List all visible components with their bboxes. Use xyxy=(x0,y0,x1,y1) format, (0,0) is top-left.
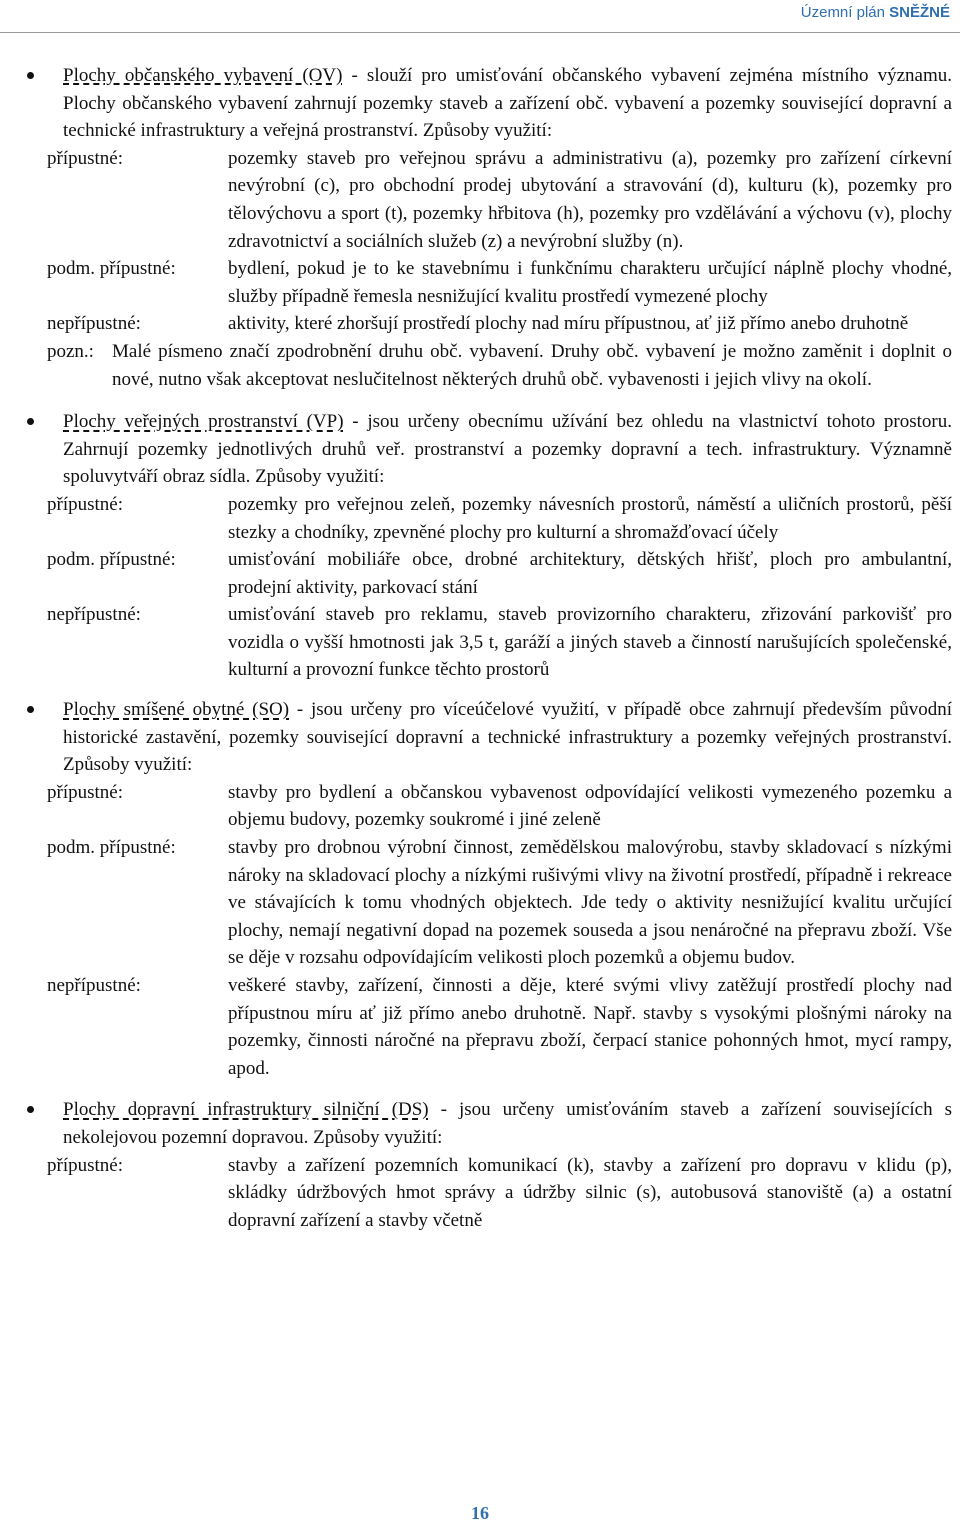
note-row xyxy=(0,338,960,393)
section-so xyxy=(0,696,960,1082)
section-ov xyxy=(0,62,960,393)
usage-text: umisťování staveb pro reklamu, staveb provizorního charakteru, zřizování parkovišť pro vozidla o vyšší hmotnosti jak 3,5 t, garáží a jiných staveb a činností narušujících společenské, kulturní a provozní funkce těchto prostorů xyxy=(228,604,952,681)
usage-text: aktivity, které zhoršují prostředí plochy nad míru přípustnou, ať již přímo anebo druhotně xyxy=(228,313,909,335)
section-intro-text: - jsou určeny obecnímu užívání bez ohledu na vlastnictví tohoto prostoru. Zahrnují pozemky jednotlivých druhů veř. prostranství a pozemky dopravní a tech. infrastruktury. Významně spoluvytváří obraz sídla. Způsoby využití: xyxy=(63,411,953,488)
usage-text: stavby a zařízení pozemních komunikací (k), stavby a zařízení pro dopravu v klidu (p), skládky údržbových hmot správy a údržby silnic (s), autobusová stanoviště (a) a ostatní dopravní zařízení a stavby včetně xyxy=(228,1154,952,1231)
section-heading: Plochy občanského vybavení (OV) xyxy=(63,65,343,86)
usage-row xyxy=(0,1152,960,1235)
usage-text: stavby pro drobnou výrobní činnost, zemědělskou malovýrobu, stavby skladovací s nízkými nároky na skladovací plochy a nízkými rušivými vlivy na životní prostředí, případně i rekreace ve stávajících k tomu vhodných objektech. Jde tedy o aktivity nesnižující kvalitu určující plochy, nemají negativní dopad na pozemek souseda a jsou nenáročné na přepravu zboží. Vše se děje v rozsahu odpovídajícím velikosti ploch pozemků a objemu budov. xyxy=(228,837,952,969)
section-ds xyxy=(0,1096,960,1234)
bullet-icon xyxy=(27,72,34,79)
header-prefix: Územní plán xyxy=(800,4,885,21)
page-number: 16 xyxy=(471,1503,489,1523)
usage-text: stavby pro bydlení a občanskou vybavenost odpovídající velikosti vymezeného pozemku a objemu budovy, pozemky soukromé i jiné zeleně xyxy=(228,781,952,831)
section-heading: Plochy veřejných prostranství (VP) xyxy=(63,411,344,433)
usage-row xyxy=(0,145,960,255)
usage-text: veškeré stavby, zařízení, činnosti a děje, které svými vlivy zatěžují prostředí plochy nad přípustnou míru ať již přímo anebo druhotně. Např. stavby s vysokými plošnými nároky na pozemky, činnosti náročné na přepravu zboží, čerpací stanice pohonných hmot, mycí rampy, apod. xyxy=(228,975,952,1079)
section-intro xyxy=(0,696,960,779)
usage-label: přípustné: xyxy=(47,1154,123,1176)
document-body xyxy=(0,62,960,1234)
section-intro-text: - jsou určeny umisťováním staveb a zařízení souvisejících s nekolejovou pozemní dopravou. Způsoby využití: xyxy=(63,1099,952,1148)
section-heading: Plochy dopravní infrastruktury silniční (DS) xyxy=(63,1099,429,1121)
usage-label: nepřípustné: xyxy=(47,313,141,335)
usage-row xyxy=(0,546,960,601)
usage-label: podm. přípustné: xyxy=(47,258,176,280)
usage-label: přípustné: xyxy=(47,493,123,515)
bullet-icon xyxy=(27,418,34,425)
usage-text: umisťování mobiliáře obce, drobné architektury, dětských hřišť, ploch pro ambulantní, prodejní aktivity, parkovací stání xyxy=(228,549,952,598)
note-text: Malé písmeno značí zpodrobnění druhu obč. vybavení. Druhy obč. vybavení je možno zaměnit i doplnit o nové, nutno však akceptovat neslučitelnost některých druhů obč. vybavenosti i jejich vlivy na okolí. xyxy=(112,340,952,390)
section-intro xyxy=(0,62,960,145)
note-label: pozn.: xyxy=(47,340,94,362)
usage-row xyxy=(0,601,960,684)
usage-label: nepřípustné: xyxy=(47,604,141,626)
usage-text: pozemky staveb pro veřejnou správu a administrativu (a), pozemky pro zařízení církevní nevýrobní (c), pro obchodní prodej ubytování a stravování (d), kulturu (k), pozemky pro tělovýchovu a sport (t), pozemky hřbitova (h), pozemky pro vzdělávání a výchovu (v), plochy zdravotnictví a sociálních služeb (z) a nevýrobní služby (n). xyxy=(228,147,952,252)
usage-row xyxy=(0,834,960,972)
section-intro-text: - slouží pro umisťování občanského vybavení zejména místního významu. Plochy občanského vybavení zahrnují pozemky staveb a zařízení obč. vybavení a pozemky související dopravní a technické infrastruktury a veřejná prostranství. Způsoby využití: xyxy=(63,65,952,142)
section-intro xyxy=(0,1096,960,1151)
usage-row xyxy=(0,491,960,546)
section-intro xyxy=(0,408,960,491)
usage-label: přípustné: xyxy=(47,147,123,169)
section-vp xyxy=(0,408,960,684)
usage-text: pozemky pro veřejnou zeleň, pozemky návesních prostorů, náměstí a uličních prostorů, pěší stezky a chodníky, zpevněné plochy pro kulturní a shromažďovací účely xyxy=(228,493,952,543)
bullet-icon xyxy=(27,706,34,713)
usage-row xyxy=(0,779,960,834)
section-heading: Plochy smíšené obytné (SO) xyxy=(63,699,290,721)
page-header xyxy=(0,0,960,33)
section-intro-text: - jsou určeny pro víceúčelové využití, v případě obce zahrnují především původní historické zastavění, pozemky související dopravní a technické infrastruktury a pozemky veřejných prostranství. Způsoby využití: xyxy=(63,699,952,776)
usage-label: přípustné: xyxy=(47,781,123,803)
usage-row xyxy=(0,310,960,338)
bullet-icon xyxy=(27,1106,34,1113)
header-name: SNĚŽNÉ xyxy=(889,4,950,21)
header-title xyxy=(801,4,950,21)
usage-label: nepřípustné: xyxy=(47,975,141,996)
usage-label: podm. přípustné: xyxy=(47,837,176,859)
usage-text: bydlení, pokud je to ke stavebnímu i funkčnímu charakteru určující náplně plochy vhodné, služby případně řemesla nesnižující kvalitu prostředí vymezené plochy xyxy=(228,258,952,307)
usage-label: podm. přípustné: xyxy=(47,549,176,571)
usage-row xyxy=(0,972,960,1082)
usage-row xyxy=(0,255,960,310)
